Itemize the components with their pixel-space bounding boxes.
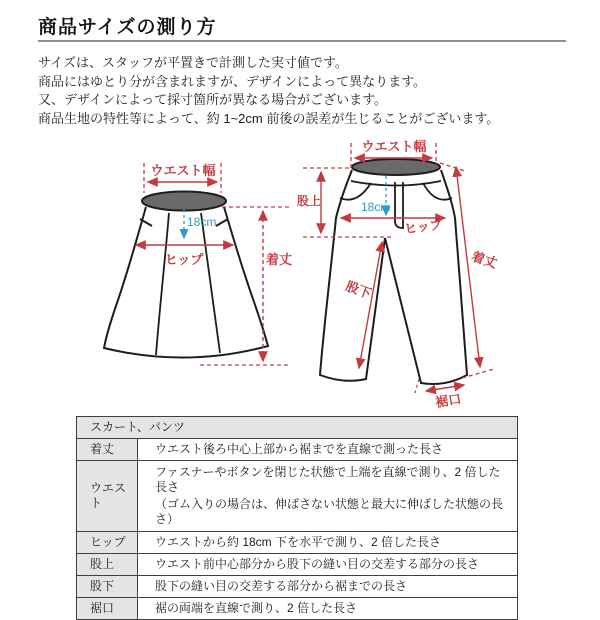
desc-cell: ウエストから約 18cm 下を水平で測り、2 倍した長さ (138, 532, 518, 554)
table-caption: スカート、パンツ (77, 417, 518, 439)
pants-waist-label: ウエスト幅 (361, 139, 427, 154)
pants-inseam-label: 股下 (343, 278, 374, 302)
term-cell: ヒップ (77, 532, 138, 554)
size-guide-table (76, 416, 518, 620)
table-row (77, 554, 518, 576)
pants-hip-label: ヒップ (403, 216, 444, 237)
pants-hem-label: 裾口 (434, 391, 463, 410)
measurement-diagram (0, 135, 600, 410)
skirt-length-label: 着丈 (265, 252, 293, 267)
table-caption-row (77, 417, 518, 439)
skirt-hip-label: ヒップ (164, 252, 204, 267)
desc-line: ファスナーやボタンを閉じた状態で上端を直線で測り、2 倍した長さ (155, 465, 501, 494)
intro-line: 商品生地の特性等によって、約 1~2cm 前後の誤差が生じることがございます。 (38, 110, 500, 126)
pants-length-label: 着丈 (469, 248, 500, 271)
intro-text (38, 54, 499, 128)
skirt-18cm-label: 18cm (187, 215, 217, 229)
desc-line: （ゴム入りの場合は、伸ばさない状態と最大に伸ばした状態の長さ） (155, 497, 504, 526)
term-cell: 裾口 (77, 598, 138, 620)
desc-cell (138, 461, 518, 532)
desc-cell: 股下の縫い目の交差する部分から裾までの長さ (138, 576, 518, 598)
intro-line: 又、デザインによって採寸箇所が異なる場合がございます。 (38, 92, 388, 107)
page-title: 商品サイズの測り方 (38, 17, 217, 38)
skirt-waist-label: ウエスト幅 (150, 163, 216, 178)
desc-cell: 裾の両端を直線で測り、2 倍した長さ (138, 598, 518, 620)
table-row (77, 598, 518, 620)
intro-line: 商品にはゆとり分が含まれますが、デザインによって異なります。 (38, 73, 427, 89)
guide-line (440, 163, 465, 171)
table-row (77, 461, 518, 532)
pants-hem-arrow (426, 385, 464, 391)
term-cell: 股上 (77, 554, 138, 576)
pants-waistband (352, 159, 440, 175)
skirt-diagram (104, 163, 292, 365)
term-cell: ウエスト (77, 461, 138, 532)
intro-line: サイズは、スタッフが平置きで計測した実寸値です。 (38, 55, 348, 70)
table-row (77, 532, 518, 554)
skirt-outline (104, 207, 268, 358)
table-row (77, 439, 518, 461)
pants-diagram (297, 139, 499, 410)
pants-rise-label: 股上 (296, 194, 322, 208)
table-row (77, 576, 518, 598)
title-divider (38, 40, 566, 42)
guide-line (415, 379, 419, 393)
desc-cell: ウエスト後ろ中心上部から裾までを直線で測った長さ (138, 439, 518, 461)
desc-cell: ウエスト前中心部分から股下の縫い目の交差する部分の長さ (138, 554, 518, 576)
term-cell: 着丈 (77, 439, 138, 461)
pants-outline (320, 170, 467, 384)
pants-18cm-label: 18cm (361, 200, 391, 214)
skirt-waistband (142, 192, 226, 211)
term-cell: 股下 (77, 576, 138, 598)
